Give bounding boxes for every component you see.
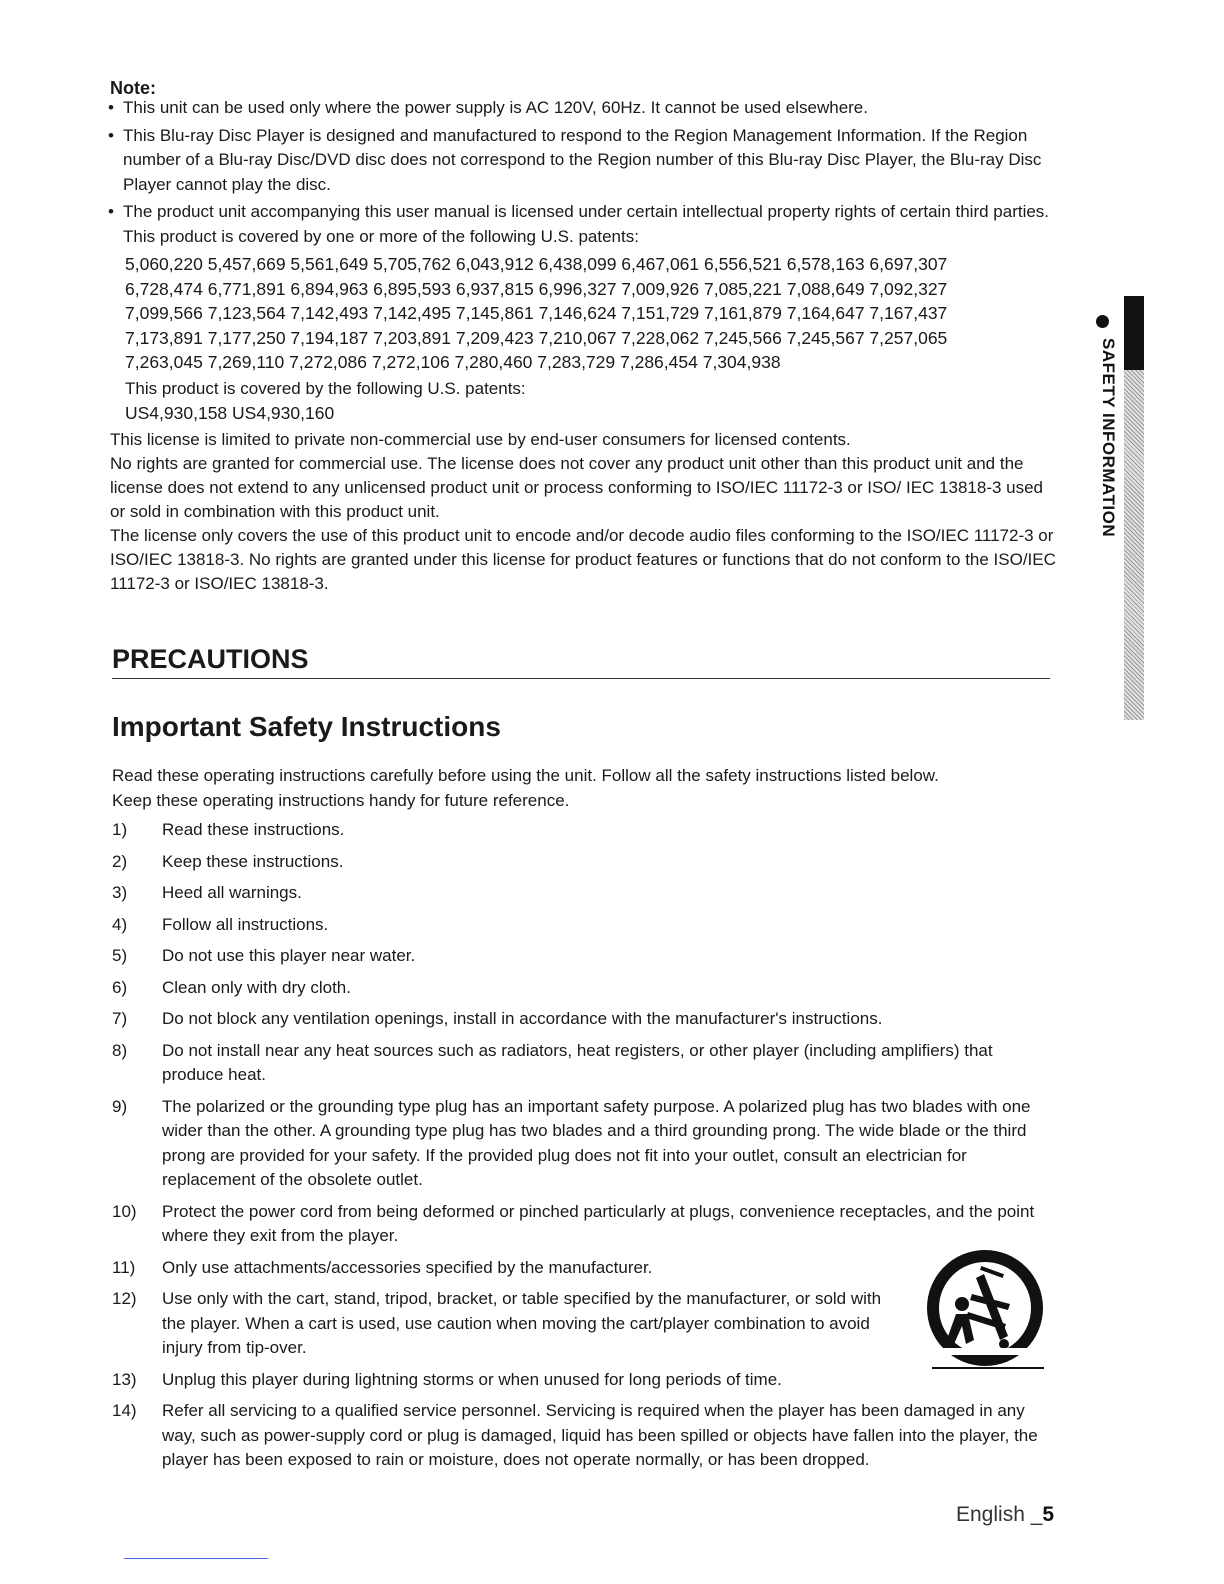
scan-edge-line: [124, 1558, 268, 1559]
footer-language: English _: [956, 1503, 1043, 1526]
item-text: Refer all servicing to a qualified service personnel. Servicing is required when the player has been damaged in any way, such as power-supply cord or plug is damaged, liquid has been spilled or objects have fallen into the player, the player has been exposed to rain or moisture, does not operate normally, or has been dropped.: [162, 1401, 1038, 1469]
list-item: [112, 1200, 1057, 1249]
list-item: [112, 913, 1057, 938]
patent-line: US4,930,158 US4,930,160: [125, 403, 335, 423]
note-bullet-text: This unit can be used only where the power supply is AC 120V, 60Hz. It cannot be used elsewhere.: [123, 98, 868, 117]
list-item: [112, 1007, 1057, 1032]
item-number: 8): [112, 1040, 128, 1060]
item-number: 14): [112, 1401, 137, 1420]
section-dot-icon: [1096, 315, 1109, 328]
item-number: 3): [112, 883, 128, 902]
intro-line: Keep these operating instructions handy for future reference.: [112, 791, 570, 810]
list-item: [112, 1368, 1057, 1393]
item-text: Unplug this player during lightning storms or when unused for long periods of time.: [162, 1369, 782, 1389]
item-number: 12): [112, 1289, 137, 1308]
item-number: 13): [112, 1369, 137, 1389]
note-bullet: [108, 96, 1058, 121]
note-bullet-text: The product unit accompanying this user manual is licensed under certain intellectual property rights of certain third parties. This product is covered by one or more of the following U.S. patents:: [123, 202, 1050, 246]
bullet-dot-icon: •: [108, 98, 114, 117]
page-number: 5: [1042, 1503, 1055, 1526]
license-paragraph: This license is limited to private non-commercial use by end-user consumers for licensed contents.: [110, 430, 851, 449]
item-number: 1): [112, 820, 128, 839]
list-item: [112, 1256, 1057, 1281]
item-number: 2): [112, 851, 128, 871]
list-item: [112, 818, 1057, 843]
item-number: 10): [112, 1201, 137, 1221]
list-item: [112, 1399, 1057, 1473]
license-paragraph: No rights are granted for commercial use. The license does not cover any product unit other than this product unit and the license does not extend to any unlicensed product unit or process conforming to ISO/IEC 11172-3 or ISO/ IEC 13818-3 used or sold in combination with this product unit.: [110, 454, 1044, 521]
item-number: 4): [112, 914, 128, 934]
safety-instructions-heading: Important Safety Instructions: [112, 711, 501, 742]
item-text: Only use attachments/accessories specified by the manufacturer.: [162, 1257, 653, 1277]
item-text: Do not install near any heat sources such as radiators, heat registers, or other player (including amplifiers) that produce heat.: [162, 1040, 993, 1084]
note-bullet: [108, 124, 1058, 198]
bullet-dot-icon: •: [108, 202, 114, 221]
item-text: Do not block any ventilation openings, install in accordance with the manufacturer's instructions.: [162, 1009, 883, 1028]
heading-divider: [112, 678, 1050, 679]
list-item: [112, 881, 1057, 906]
item-number: 9): [112, 1096, 128, 1116]
patent-line: 7,099,566 7,123,564 7,142,493 7,142,495 7,145,861 7,146,624 7,151,729 7,161,879 7,164,647 7,167,437: [125, 303, 948, 323]
cart-tip-over-warning-icon: [918, 1244, 1052, 1378]
item-text: Follow all instructions.: [162, 914, 329, 934]
patent-text: This product is covered by the following U.S. patents:: [125, 378, 526, 398]
item-text: Clean only with dry cloth.: [162, 977, 351, 997]
intro-text: [112, 763, 1062, 813]
item-text: Use only with the cart, stand, tripod, bracket, or table specified by the manufacturer, or sold with the player. When a cart is used, use caution when moving the cart/player combination to avoid injury from tip-over.: [162, 1289, 882, 1357]
patent-list: [108, 252, 1058, 426]
section-tab-marker: [1124, 296, 1144, 370]
list-item: [112, 1287, 1057, 1361]
list-item: [112, 1039, 1057, 1088]
patent-line: 5,060,220 5,457,669 5,561,649 5,705,762 6,043,912 6,438,099 6,467,061 6,556,521 6,578,163 6,697,307: [125, 254, 948, 274]
item-text: Keep these instructions.: [162, 851, 344, 871]
item-text: Heed all warnings.: [162, 883, 302, 902]
bullet-dot-icon: •: [108, 125, 114, 145]
section-tab-label: SAFETY INFORMATION: [1099, 338, 1118, 538]
patent-line: 7,263,045 7,269,110 7,272,086 7,272,106 7,280,460 7,283,729 7,286,454 7,304,938: [125, 352, 781, 372]
note-bullet: [108, 200, 1058, 249]
precautions-heading: PRECAUTIONS: [112, 644, 309, 674]
list-item: [112, 976, 1057, 1001]
item-text: The polarized or the grounding type plug has an important safety purpose. A polarized plug has two blades with one wider than the other. A grounding type plug has two blades and a third grounding prong. The wide blade or the third prong are provided for your safety. If the provided plug does not fit into your outlet, consult an electrician for replacement of the obsolete outlet.: [162, 1096, 1031, 1189]
list-item: [112, 1095, 1057, 1193]
item-text: Read these instructions.: [162, 820, 345, 839]
list-item: [112, 944, 1057, 969]
license-text: [110, 428, 1060, 596]
note-bullet-text: This Blu-ray Disc Player is designed and manufactured to respond to the Region Management Information. If the Region number of a Blu-ray Disc/DVD disc does not correspond to the Region number of this Blu-ray Disc Player, the Blu-ray Disc Player cannot play the disc.: [123, 125, 1042, 194]
patent-line: 7,173,891 7,177,250 7,194,187 7,203,891 7,209,423 7,210,067 7,228,062 7,245,566 7,245,567 7,257,065: [125, 327, 948, 348]
item-text: Do not use this player near water.: [162, 946, 416, 965]
item-number: 5): [112, 946, 128, 965]
intro-line: Read these operating instructions carefully before using the unit. Follow all the safety instructions listed below.: [112, 766, 939, 785]
item-number: 11): [112, 1257, 136, 1277]
item-number: 7): [112, 1009, 128, 1028]
list-item: [112, 850, 1057, 875]
note-title: Note:: [110, 78, 156, 98]
license-paragraph: The license only covers the use of this product unit to encode and/or decode audio files conforming to the ISO/IEC 11172-3 or ISO/IEC 13818-3. No rights are granted under this license for product features or functions that do not conform to the ISO/IEC 11172-3 or ISO/IEC 13818-3.: [110, 526, 1056, 593]
note-bullets: [108, 96, 1058, 426]
page-footer: [956, 1503, 1054, 1527]
item-number: 6): [112, 977, 128, 997]
item-text: Protect the power cord from being deformed or pinched particularly at plugs, convenience receptacles, and the point where they exit from the player.: [162, 1201, 1035, 1245]
instruction-list: [112, 818, 1057, 1480]
patent-line: 6,728,474 6,771,891 6,894,963 6,895,593 6,937,815 6,996,327 7,009,926 7,085,221 7,088,649 7,092,327: [125, 278, 948, 299]
